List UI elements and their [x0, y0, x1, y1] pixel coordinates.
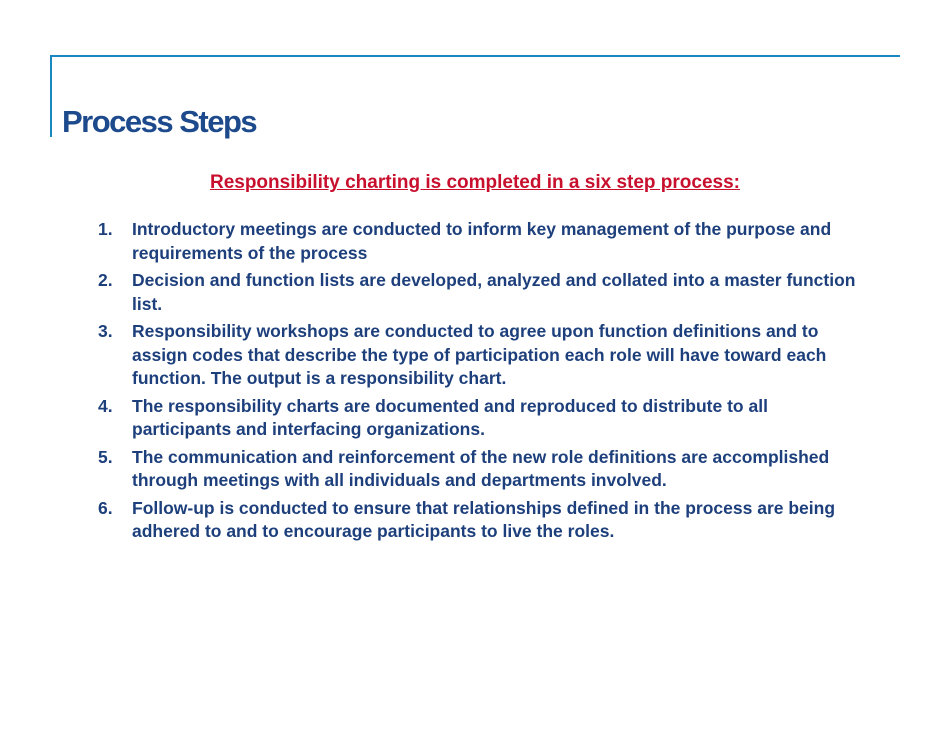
- step-text: Follow-up is conducted to ensure that relationships defined in the process are being adhered to and to encourage participants to live the roles.: [132, 497, 836, 541]
- step-item-6: [98, 497, 858, 544]
- step-item-1: [98, 218, 858, 265]
- step-item-5: [98, 446, 858, 493]
- step-text: The communication and reinforcement of the new role definitions are accomplished through meetings with all individuals and departments involved.: [132, 446, 830, 490]
- step-number: 6.: [98, 497, 113, 518]
- step-item-3: [98, 320, 858, 391]
- step-item-4: [98, 395, 858, 442]
- frame-left-rule: [50, 55, 52, 137]
- subtitle: Responsibility charting is completed in a six step process:: [209, 172, 741, 193]
- step-text: Responsibility workshops are conducted to agree upon function definitions and to assign codes that describe the type of participation each role will have toward each function. The output is a responsibility chart.: [132, 321, 827, 388]
- process-steps-list: [98, 218, 858, 548]
- step-number: 3.: [98, 321, 113, 341]
- step-number: 4.: [98, 395, 113, 416]
- step-item-2: [98, 269, 858, 316]
- step-text: Introductory meetings are conducted to inform key management of the purpose and requirements of the process: [132, 219, 832, 263]
- step-text: The responsibility charts are documented and reproduced to distribute to all participants and interfacing organizations.: [132, 395, 768, 439]
- step-number: 1.: [98, 219, 113, 239]
- step-number: 5.: [98, 446, 113, 467]
- step-text: Decision and function lists are developed, analyzed and collated into a master function list.: [132, 270, 856, 314]
- step-number: 2.: [98, 270, 113, 290]
- page-title: Process Steps: [62, 104, 257, 139]
- frame-top-rule: [50, 55, 900, 57]
